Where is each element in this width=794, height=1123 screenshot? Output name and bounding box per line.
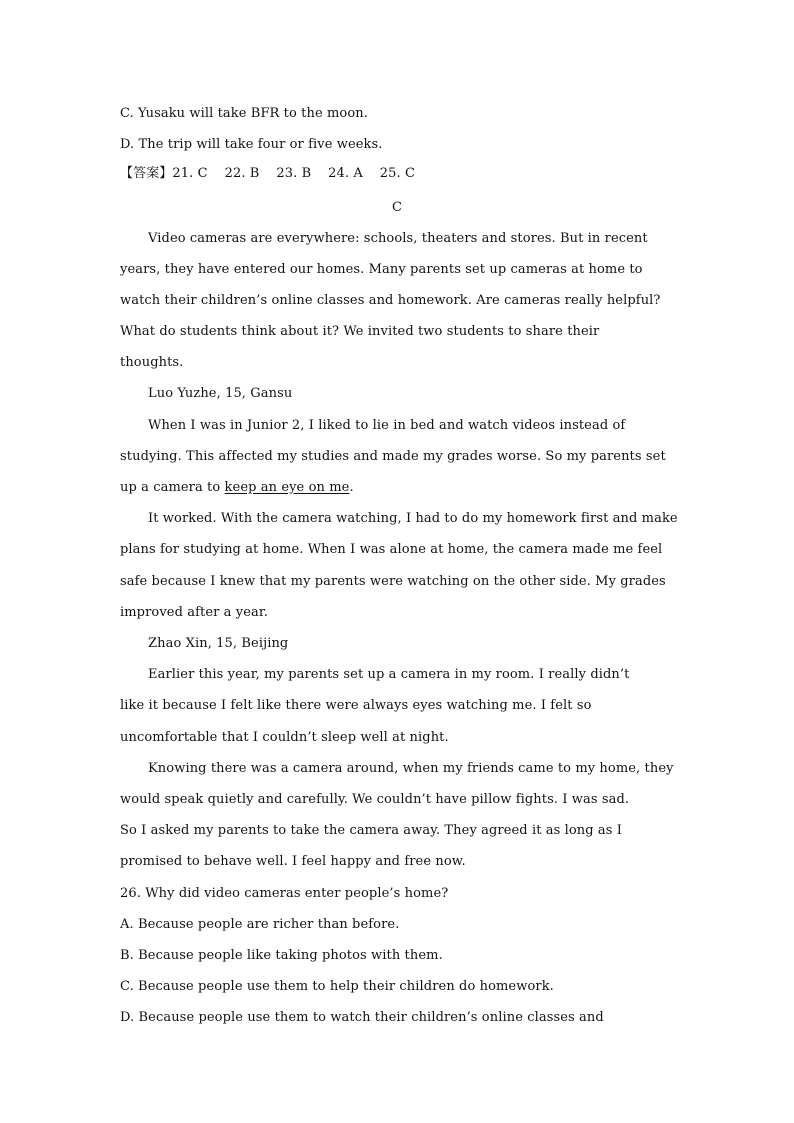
section-heading: C — [391, 200, 403, 215]
paragraph-line — [120, 480, 354, 496]
question-stem: 26. Why did video cameras enter people’s home? — [120, 886, 449, 901]
paragraph-line: Earlier this year, my parents set up a camera in my room. I really didn’t — [148, 667, 630, 682]
option-b: B. Because people like taking photos with them. — [120, 948, 443, 963]
intro-line: years, they have entered our homes. Many parents set up cameras at home to — [120, 262, 643, 277]
paragraph-line: like it because I felt like there were always eyes watching me. I felt so — [120, 698, 592, 713]
paragraph-line: It worked. With the camera watching, I had to do my homework first and make — [148, 511, 678, 526]
underlined-phrase: keep an eye on me — [224, 480, 350, 495]
paragraph-line: uncomfortable that I couldn’t sleep well at night. — [120, 730, 449, 745]
option-c-prev: C. Yusaku will take BFR to the moon. — [120, 106, 368, 121]
paragraph-line: So I asked my parents to take the camera away. They agreed it as long as I — [120, 823, 623, 838]
paragraph-line: plans for studying at home. When I was alone at home, the camera made me feel — [120, 542, 663, 557]
paragraph-line: safe because I knew that my parents were watching on the other side. My grades — [120, 574, 666, 589]
option-a: A. Because people are richer than before. — [120, 917, 400, 932]
option-d-prev: D. The trip will take four or five weeks. — [120, 137, 383, 152]
option-d: D. Because people use them to watch their children’s online classes and — [120, 1010, 604, 1025]
line-text: up a camera to — [120, 480, 225, 495]
paragraph-line: improved after a year. — [120, 605, 268, 620]
answer-key: 【答案】21. C 22. B 23. B 24. A 25. C — [120, 166, 416, 181]
student-name-luo: Luo Yuzhe, 15, Gansu — [148, 386, 293, 401]
intro-line: What do students think about it? We invited two students to share their — [120, 324, 600, 339]
paragraph-line: studying. This affected my studies and made my grades worse. So my parents set — [120, 449, 666, 464]
paragraph-line: When I was in Junior 2, I liked to lie in bed and watch videos instead of — [148, 418, 626, 433]
paragraph-line: Knowing there was a camera around, when my friends came to my home, they — [148, 761, 674, 776]
intro-line: thoughts. — [120, 355, 184, 370]
line-text: . — [349, 480, 354, 495]
intro-line: Video cameras are everywhere: schools, theaters and stores. But in recent — [148, 231, 648, 246]
paragraph-line: promised to behave well. I feel happy and free now. — [120, 854, 466, 869]
paragraph-line: would speak quietly and carefully. We couldn’t have pillow fights. I was sad. — [120, 792, 630, 807]
option-c: C. Because people use them to help their children do homework. — [120, 979, 554, 994]
student-name-zhao: Zhao Xin, 15, Beijing — [148, 636, 289, 651]
intro-line: watch their children’s online classes and homework. Are cameras really helpful? — [120, 293, 661, 308]
